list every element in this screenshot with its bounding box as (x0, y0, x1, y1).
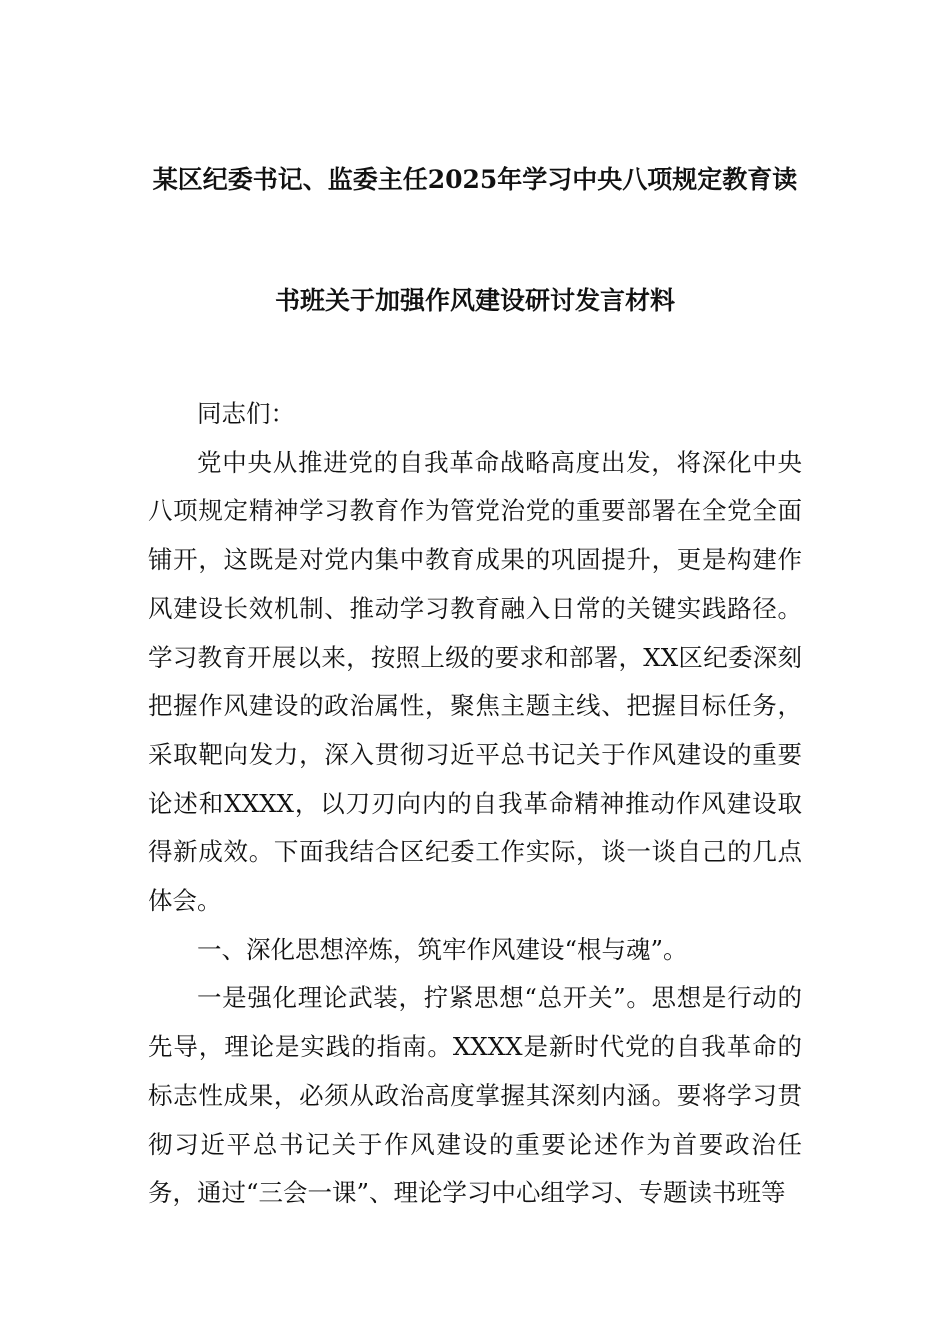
document-title-line-2: 书班关于加强作风建设研讨发言材料 (274, 286, 675, 315)
document-title-line-1: 某区纪委书记、监委主任2025年学习中央八项规定教育读 (152, 165, 798, 194)
body-paragraph: 党中央从推进党的自我革命战略高度出发，将深化中央八项规定精神学习教育作为管党治党的重要部署在全党全面铺开，这既是对党内集中教育成果的巩固提升，更是构建作风建设长效机制、推动学习教育融入日常的关键实践路径。学习教育开展以来，按照上级的要求和部署，XX区纪委深刻把握作风建设的政治属性，聚焦主题主线、把握目标任务，采取靶向发力，深入贯彻习近平总书记关于作风建设的重要论述和XXXX，以刀刃向内的自我革命精神推动作风建设取得新成效。下面我结合区纪委工作实际，谈一谈自己的几点体会。 (148, 447, 802, 916)
salutation: 同志们： (197, 399, 295, 428)
section-heading: 一、深化思想淬炼，筑牢作风建设“根与魂”。 (197, 934, 688, 964)
body-paragraph: 一是强化理论武装，拧紧思想“总开关”。思想是行动的先导，理论是实践的指南。XXXX是新时代党的自我革命的标志性成果，必须从政治高度掌握其深刻内涵。要将学习贯彻习近平总书记关于作风建设的重要论述作为首要政治任务，通过“三会一课”、理论学习中心组学习、专题读书班等 (148, 983, 802, 1208)
document-body (148, 390, 802, 1218)
